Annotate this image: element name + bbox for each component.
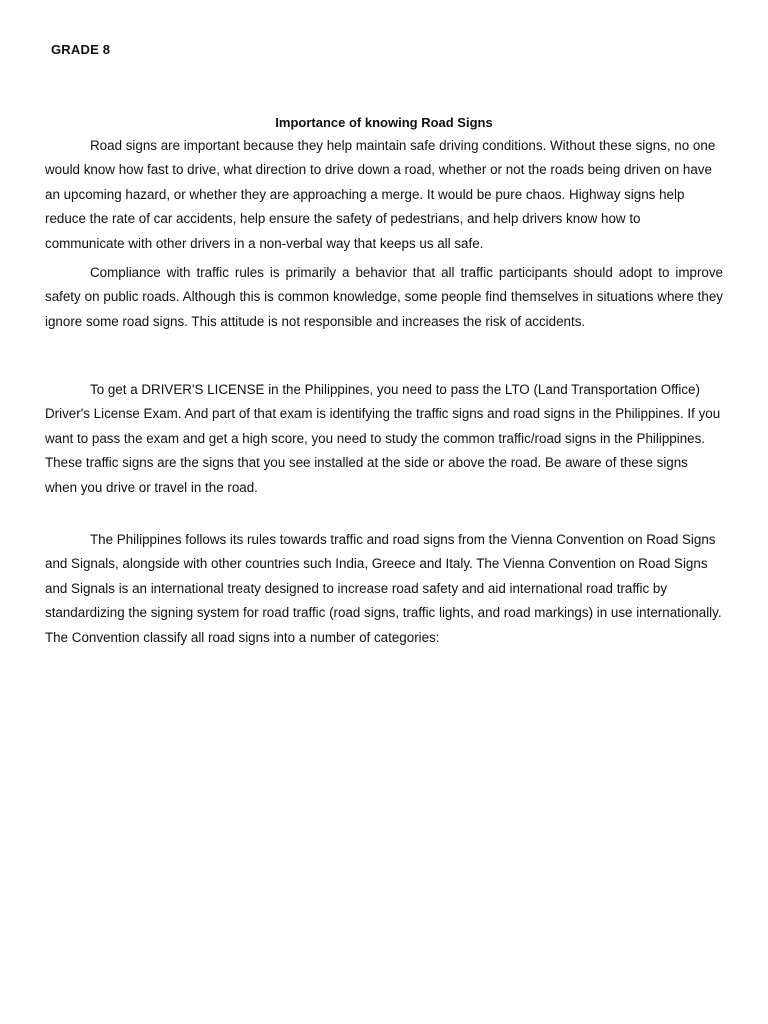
paragraph-vienna-convention: The Philippines follows its rules towards traffic and road signs from the Vienna Convention on Road Signs and Signals, alongside with other countries such India, Greece and Italy. The Vienna Convention on Road Signs and Signals is an international treaty designed to increase road safety and aid international road traffic by standardizing the signing system for road traffic (road signs, traffic lights, and road markings) in use internationally. The Convention classify all road signs into a number of categories: bbox=[45, 532, 722, 645]
grade-label: GRADE 8 bbox=[51, 42, 111, 57]
paragraph-importance: Road signs are important because they help maintain safe driving conditions. Without these signs, no one would know how fast to drive, what direction to drive down a road, whether or not the roads being driven on have an upcoming hazard, or whether they are approaching a merge. It would be pure chaos. Highway signs help reduce the rate of car accidents, help ensure the safety of pedestrians, and help drivers know how to communicate with other drivers in a non-verbal way that keeps us all safe. bbox=[45, 138, 716, 251]
paragraph-compliance: Compliance with traffic rules is primarily a behavior that all traffic participants should adopt to improve safety on public roads. Although this is common knowledge, some people find themselves in situations where they ignore some road signs. This attitude is not responsible and increases the risk of accidents. bbox=[45, 265, 723, 329]
paragraph-drivers-license: To get a DRIVER'S LICENSE in the Philippines, you need to pass the LTO (Land Transportation Office) Driver's License Exam. And part of that exam is identifying the traffic signs and road signs in the Philippines. If you want to pass the exam and get a high score, you need to study the common traffic/road signs in the Philippines. These traffic signs are the signs that you see installed at the side or above the road. Be aware of these signs when you drive or travel in the road. bbox=[45, 382, 721, 495]
document-title: Importance of knowing Road Signs bbox=[275, 115, 493, 130]
